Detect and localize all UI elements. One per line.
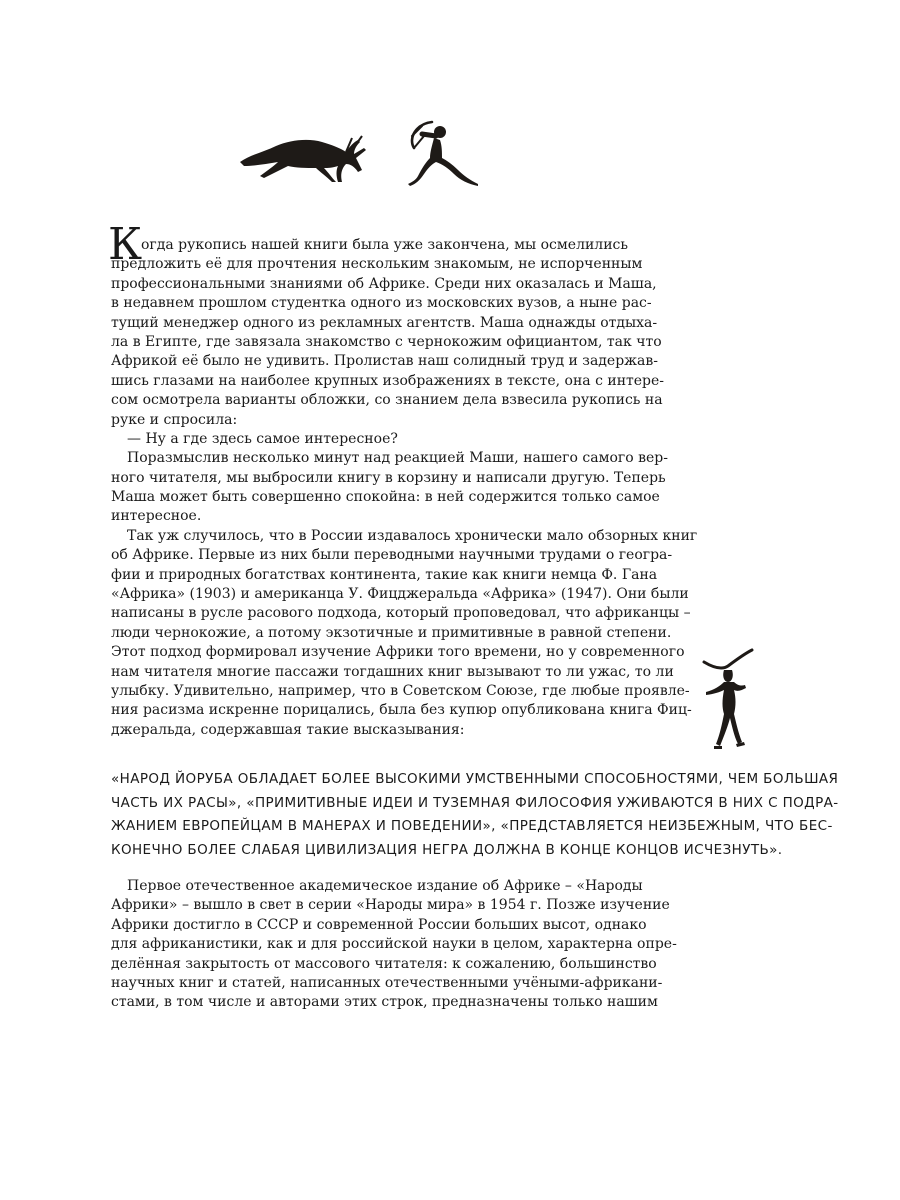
text-line: ного читателя, мы выбросили книгу в корзину и написали другую. Теперь: [111, 469, 666, 486]
text-line: делённая закрытость от массового читателя: к сожалению, большинство: [111, 955, 657, 972]
intro-paragraphs: [108, 219, 698, 740]
text-line: шись глазами на наиболее крупных изображениях в тексте, она с интере-: [111, 372, 665, 389]
text-line: фии и природных богатствах континента, такие как книги немца Ф. Гана: [111, 566, 658, 583]
dialogue-line: — Ну а где здесь самое интересное?: [127, 430, 398, 447]
text-line: профессиональными знаниями об Африке. Среди них оказалась и Маша,: [111, 275, 657, 292]
text-line: стами, в том числе и авторами этих строк, предназначены только нашим: [111, 994, 658, 1011]
antelope-petroglyph-icon: [236, 132, 374, 184]
quote-line: КОНЕЧНО БОЛЕЕ СЛАБАЯ ЦИВИЛИЗАЦИЯ НЕГРА ДОЛЖНА В КОНЦЕ КОНЦОВ ИСЧЕЗНУТЬ».: [111, 841, 783, 858]
text-line: интересное.: [111, 508, 202, 525]
text-line: Маша может быть совершенно спокойна: в ней содержится только самое: [111, 489, 660, 506]
text-line: научных книг и статей, написанных отечественными учёными-африкани-: [111, 974, 663, 991]
text-line: Африки» – вышло в свет в серии «Народы мира» в 1954 г. Позже изучение: [111, 897, 670, 914]
text-line: джеральда, содержавшая такие высказывания:: [111, 721, 465, 738]
text-line: предложить её для прочтения нескольким знакомым, не испорченным: [111, 256, 643, 273]
dancer-petroglyph-icon: [700, 648, 756, 750]
text-line: нам читателя многие пассажи тогдашних книг вызывают то ли ужас, то ли: [111, 663, 674, 680]
text-line: Африки достигло в СССР и современной России больших высот, однако: [111, 916, 647, 933]
text-line: Первое отечественное академическое издание об Африке – «Народы: [127, 878, 643, 894]
drop-cap: К: [108, 219, 143, 270]
text-line: Так уж случилось, что в России издавалось хронически мало обзорных книг: [127, 527, 698, 544]
text-line: ла в Египте, где завязала знакомство с чернокожим официантом, так что: [111, 333, 662, 350]
archer-petroglyph-icon: [402, 118, 480, 190]
second-paragraph: [111, 877, 677, 1013]
text-line: сом осмотрела варианты обложки, со знанием дела взвесила рукопись на: [111, 392, 663, 409]
text-line: Африкой её было не удивить. Пролистав наш солидный труд и задержав-: [111, 353, 658, 370]
text-line: об Африке. Первые из них были переводными научными трудами о геогра-: [111, 547, 673, 564]
quote-line: ЖАНИЕМ ЕВРОПЕЙЦАМ В МАНЕРАХ И ПОВЕДЕНИИ», «ПРЕДСТАВЛЯЕТСЯ НЕИЗБЕЖНЫМ, ЧТО БЕС-: [111, 818, 833, 834]
text-line: Этот подход формировал изучение Африки того времени, но у современного: [111, 644, 685, 661]
text-line: К огда рукопись нашей книги была уже закончена, мы осмелились: [108, 219, 628, 270]
text-line: Поразмыслив несколько минут над реакцией Маши, нашего самого вер-: [127, 450, 668, 467]
text-line: люди чернокожие, а потому экзотичные и примитивные в равной степени.: [111, 624, 672, 641]
quote-line: «НАРОД ЙОРУБА ОБЛАДАЕТ БОЛЕЕ ВЫСОКИМИ УМСТВЕННЫМИ СПОСОБНОСТЯМИ, ЧЕМ БОЛЬШАЯ: [111, 771, 839, 787]
quote-line: ЧАСТЬ ИХ РАСЫ», «ПРИМИТИВНЫЕ ИДЕИ И ТУЗЕМНАЯ ФИЛОСОФИЯ УЖИВАЮТСЯ В НИХ С ПОДРА-: [111, 794, 839, 811]
text-line: написаны в русле расового подхода, который проповедовал, что африканцы –: [111, 605, 691, 622]
quotation-block: [111, 768, 839, 862]
text-line: ния расизма искренне порицались, была без купюр опубликована книга Фиц-: [111, 702, 692, 719]
text-line: тущий менеджер одного из рекламных агентств. Маша однажды отдыха-: [111, 314, 658, 331]
text-line: руке и спросила:: [111, 411, 238, 428]
text-line: для африканистики, как и для российской науки в целом, характерна опре-: [111, 936, 677, 953]
text-line: улыбку. Удивительно, например, что в Советском Союзе, где любые проявле-: [111, 682, 690, 699]
text-line: в недавнем прошлом студентка одного из московских вузов, а ныне рас-: [111, 295, 652, 312]
text-line: «Африка» (1903) и американца У. Фицджеральда «Африка» (1947). Они были: [111, 586, 689, 603]
